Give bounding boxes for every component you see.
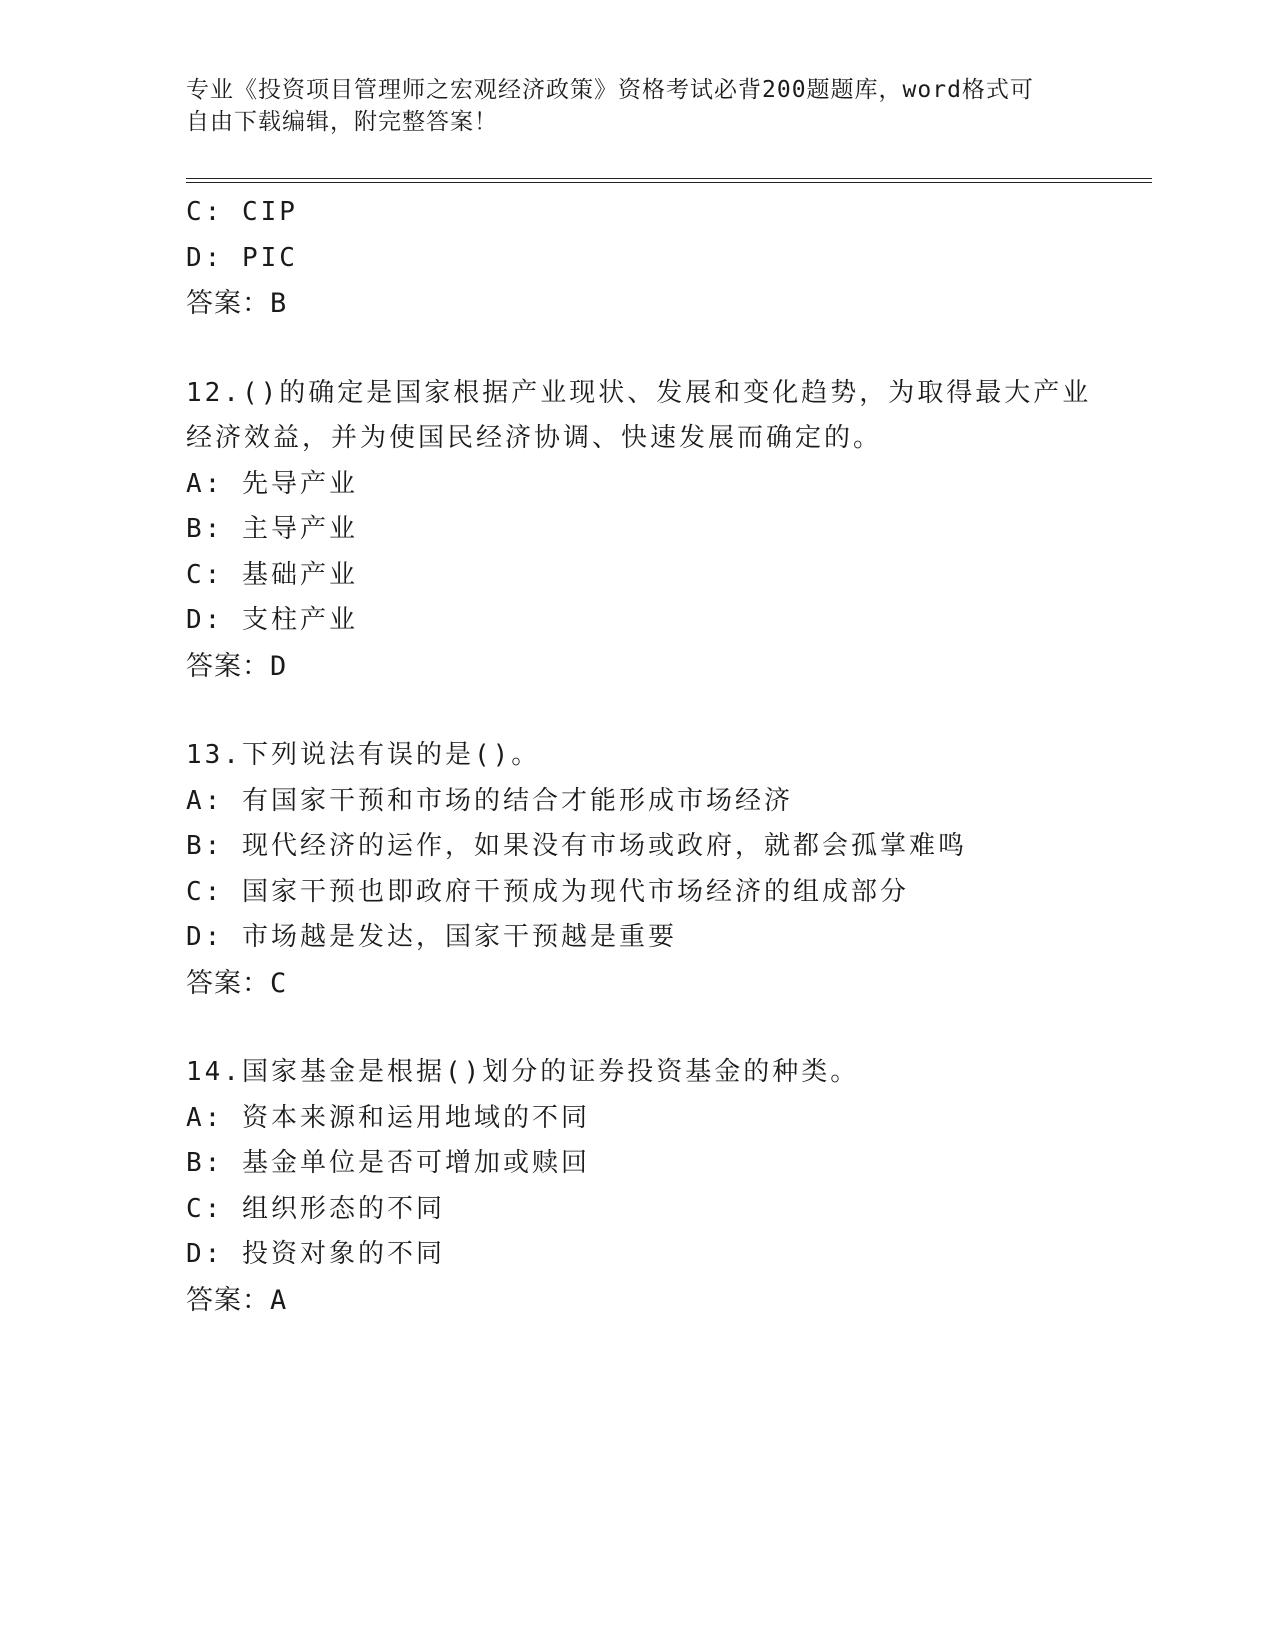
option-c: C: CIP [186,197,298,227]
option-b: B: 基金单位是否可增加或赎回 [186,1148,590,1178]
option-d: D: 投资对象的不同 [186,1239,445,1269]
option-a: A: 先导产业 [186,468,358,499]
question-stem: 12.()的确定是国家根据产业现状、发展和变化趋势，为取得最大产业 [186,377,1092,408]
question-13 [186,733,1152,1006]
option-c: C: 组织形态的不同 [186,1193,445,1224]
question-12 [186,371,1152,690]
question-11-continued [186,190,1152,327]
header-rule-bottom [186,182,1152,183]
header-line-2: 自由下载编辑，附完整答案！ [186,109,498,135]
option-a: A: 资本来源和运用地域的不同 [186,1102,590,1133]
question-stem: 13.下列说法有误的是()。 [186,740,541,770]
answer-label: 答案：D [186,650,288,682]
option-b: B: 现代经济的运作，如果没有市场或政府，就都会孤掌难鸣 [186,831,967,861]
question-stem: 14.国家基金是根据()划分的证券投资基金的种类。 [186,1057,860,1087]
option-a: A: 有国家干预和市场的结合才能形成市场经济 [186,785,793,816]
document-header [186,74,1086,138]
option-d: D: 支柱产业 [186,605,358,635]
header-line-1: 专业《投资项目管理师之宏观经济政策》资格考试必背200题题库，word格式可 [186,77,1034,103]
answer-label: 答案：A [186,1284,288,1316]
question-stem: 经济效益，并为使国民经济协调、快速发展而确定的。 [186,423,883,453]
question-14 [186,1050,1152,1323]
option-b: B: 主导产业 [186,514,358,544]
option-c: C: 基础产业 [186,559,358,590]
option-c: C: 国家干预也即政府干预成为现代市场经济的组成部分 [186,876,909,907]
answer-label: 答案：C [186,967,288,999]
answer-label: 答案：B [186,288,288,319]
option-d: D: 市场越是发达，国家干预越是重要 [186,922,677,952]
option-d: D: PIC [186,242,298,273]
header-rule-top [186,178,1152,179]
question-content [186,190,1152,1323]
